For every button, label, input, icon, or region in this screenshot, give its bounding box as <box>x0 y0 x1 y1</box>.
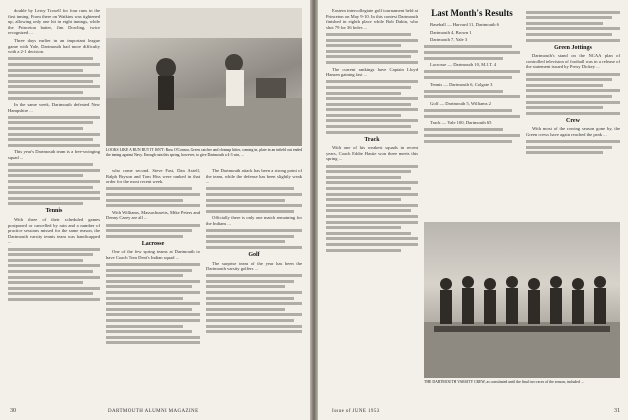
crew-caption: THE DARTMOUTH VARSITY CREW, as constituted until the final two races of the season, included ... <box>424 380 584 384</box>
right-col1-para: Eastern intercollegiate golf tournament held at Princeton on May 9-10. In this contest Dartmouth finished in eighth place while Bob Dakin, who shot 79 for 36 holes ... <box>326 8 418 30</box>
page-number-left: 30 <box>10 408 16 414</box>
result-line: Golf — Dartmouth 5, Williams 2 <box>430 100 491 106</box>
crew-heading: Crew <box>566 117 580 124</box>
track-heading: Track <box>364 136 380 143</box>
track-text: With one of his weakest squads in recent years, Coach Eddie Hastie won three meets this spring ... <box>326 145 418 162</box>
issue-footer: Issue of JUNE 1953 <box>332 409 380 414</box>
results-title: Last Month's Results <box>431 8 513 18</box>
left-col-3 <box>206 168 302 394</box>
baseball-photo <box>106 8 302 146</box>
left-col1-para: In the same week, Dartmouth defeated New Hampshire ... <box>8 102 100 113</box>
result-line: Dartmouth 4, Brown 1 <box>430 29 472 35</box>
right-col-1 <box>326 8 418 398</box>
left-col-2 <box>106 168 200 394</box>
lacrosse-text: One of the few spring teams at Dartmouth to have Coach Tom Dent's Indian squad ... <box>106 249 200 260</box>
right-col1-para: The current rankings have Captain Lloyd Hansen gaining fast ... <box>326 66 418 78</box>
left-col3-para: The Dartmouth attack has been a strong point of the team, while the defense has been slightly weak ... <box>206 168 302 185</box>
page-gutter <box>310 0 318 420</box>
result-line: Lacrosse — Dartmouth 10, M.I.T. 4 <box>430 62 497 68</box>
tennis-heading: Tennis <box>45 208 63 215</box>
left-col1-para: This year's Dartmouth team is a free-swinging squad ... <box>8 149 100 161</box>
golf-heading: Golf <box>248 251 260 258</box>
right-col-3 <box>526 8 620 218</box>
golf-text: The surprise team of the year has been the Dartmouth varsity golfers ... <box>206 260 302 272</box>
crew-photo-art <box>424 222 620 378</box>
right-page <box>318 0 628 420</box>
tennis-text: With three of their scheduled games postponed or cancelled by rain and a number of practice sessions missed for the same reason, the Dartmouth varsity tennis team was handicapped ... <box>8 216 100 245</box>
baseball-caption: LOOKS LIKE A RUN BUT IT ISN'T: Russ O'Connor, Green catcher and cleanup hitter, coming in, plate in an infield out ended the inning against Navy. Enough rain this spring, however, to give Dartmouth a 4-3 win, ... <box>106 148 302 157</box>
result-line: Tennis — Dartmouth 6, Colgate 3 <box>430 81 493 87</box>
result-line: Track — Yale 100, Dartmouth 65 <box>430 120 492 126</box>
lacrosse-heading: Lacrosse <box>141 240 165 247</box>
baseball-photo-art <box>106 8 302 146</box>
left-page <box>0 0 310 420</box>
crew-text: With most of the rowing season gone by, the Green crews have again reached the peak ... <box>526 126 620 137</box>
left-col2-para: With Williams, Massachusetts, Mike Peters and Denny Carey are all ... <box>106 209 200 221</box>
left-col1-para: Three days earlier in an important league game with Yale, Dartmouth had more difficulty with a 2-1 decision. <box>8 37 100 55</box>
left-col2-para: who come second. Steve Fast, Dan Axtell, Ralph Bryson and Tom Hiss were ranked in that order for the most recent week. <box>106 168 200 185</box>
page-number-right: 31 <box>614 408 620 414</box>
green-jottings-heading: Green Jottings <box>554 44 592 51</box>
result-line: Baseball — Harvard 11, Dartmouth 6 <box>430 22 499 27</box>
crew-photo <box>424 222 620 378</box>
result-line: Dartmouth 7, Yale 3 <box>430 37 468 43</box>
left-col-1 <box>8 8 100 378</box>
left-col1-para: double by Leroy Troxell for four runs in the first inning. From there on Watkins was tightened up, allowing only one hit in eight innings, while the Princeton batter, Jim Dowling, twice recognized ... <box>8 8 100 36</box>
green-jottings-text: Dartmouth's stand on the NCAA plan of controlled television of football was in a release of the statement issued by Prexy Dickey ... <box>526 53 620 70</box>
results-column <box>424 22 520 206</box>
magazine-footer: DARTMOUTH ALUMNI MAGAZINE <box>108 409 199 414</box>
left-col3-para: Officially there is only one match remaining for the Indians ... <box>206 215 302 226</box>
